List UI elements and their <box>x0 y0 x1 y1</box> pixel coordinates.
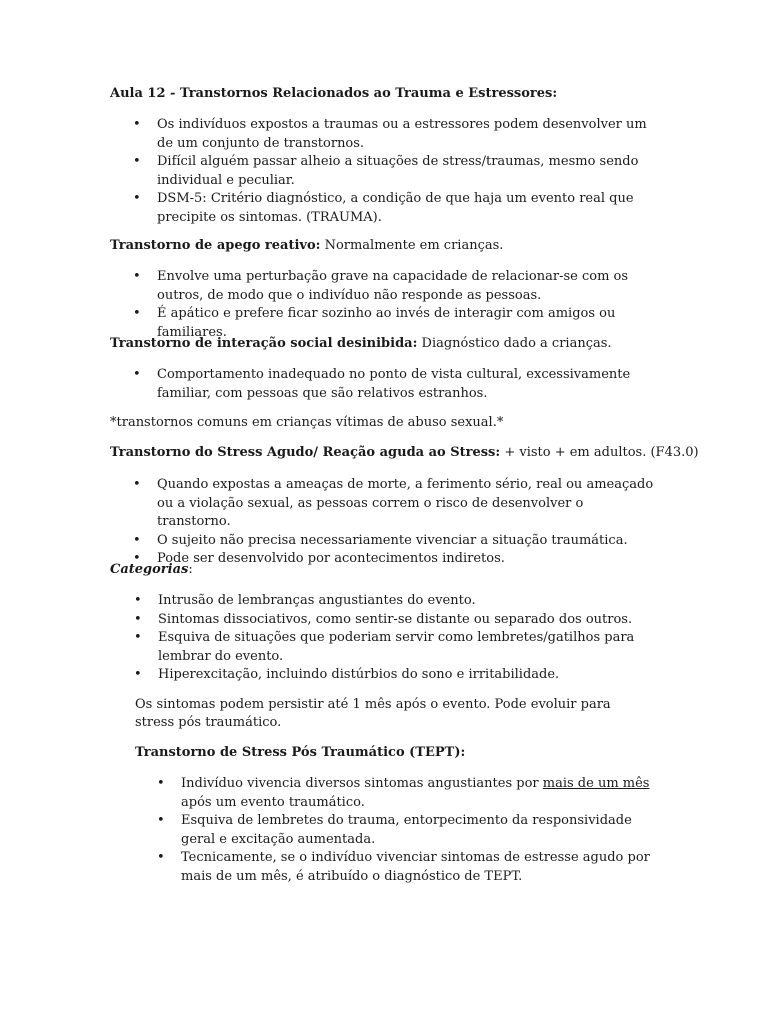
bullet-icon: • <box>133 117 141 132</box>
note-text: *transtornos comuns em crianças vítimas de abuso sexual.* <box>110 415 504 430</box>
list-item: • Intrusão de lembranças angustiantes do evento. <box>158 592 652 611</box>
list-item: • Os indivíduos expostos a traumas ou a estressores podem desenvolver um de um conjunto de transtornos. <box>133 117 647 151</box>
list-item: • Pode ser desenvolvido por acontecimentos indiretos. <box>157 550 657 569</box>
list-item: • Difícil alguém passar alheio a situações de stress/traumas, mesmo sendo individual e peculiar. <box>133 154 639 188</box>
bullet-icon: • <box>133 269 141 284</box>
bullet-icon: • <box>157 850 165 865</box>
categorias-list <box>134 592 652 685</box>
list-item: • O sujeito não precisa necessariamente vivenciar a situação traumática. <box>157 532 657 551</box>
bullet-icon: • <box>133 551 141 566</box>
bullet-icon: • <box>157 776 165 791</box>
bullet-icon: • <box>133 367 141 382</box>
list-item: • Comportamento inadequado no ponto de vista cultural, excessivamente familiar, com pessoas que são relativos estranhos. <box>133 367 631 401</box>
list-item: • Quando expostas a ameaças de morte, a ferimento sério, real ou ameaçado ou a violação sexual, as pessoas correm o risco de desenvolver o transtorno. <box>133 477 654 529</box>
tept-list <box>157 775 651 886</box>
section-heading-categorias: Categorias: <box>110 562 193 577</box>
bullet-icon: • <box>134 630 142 645</box>
list-item: • Esquiva de lembretes do trauma, entorpecimento da responsividade geral e excitação aumentada. <box>157 813 632 847</box>
list-item: • Hiperexcitação, incluindo distúrbios do sono e irritabilidade. <box>158 666 652 685</box>
section-heading-tept: Transtorno de Stress Pós Traumático (TEPT): <box>135 745 466 760</box>
intro-list <box>133 116 657 227</box>
list-item: • Tecnicamente, se o indivíduo vivenciar sintomas de estresse agudo por mais de um mês, é atribuído o diagnóstico de TEPT. <box>157 850 650 884</box>
apego-list <box>133 268 657 342</box>
bullet-icon: • <box>133 154 141 169</box>
bullet-icon: • <box>133 532 141 548</box>
bullet-icon: • <box>133 191 141 206</box>
bullet-icon: • <box>134 611 142 627</box>
underlined-text: mais de um mês <box>542 776 650 791</box>
section-heading-agudo: Transtorno do Stress Agudo/ Reação aguda ao Stress: + visto + em adultos. (F43.0) <box>110 445 699 460</box>
section-heading-interacao: Transtorno de interação social desinibida: Diagnóstico dado a crianças. <box>110 336 612 351</box>
section-heading-apego: Transtorno de apego reativo: Normalmente em crianças. <box>110 238 504 253</box>
categorias-paragraph: Os sintomas podem persistir até 1 mês após o evento. Pode evoluir para stress pós traumático. <box>135 697 611 730</box>
bullet-icon: • <box>133 306 141 321</box>
agudo-list <box>133 476 657 569</box>
list-item: • Indivíduo vivencia diversos sintomas angustiantes por mais de um mês após um evento traumático. <box>157 776 650 810</box>
bullet-icon: • <box>134 667 142 682</box>
list-item: • DSM-5: Critério diagnóstico, a condição de que haja um evento real que precipite os sintomas. (TRAUMA). <box>133 191 634 225</box>
bullet-icon: • <box>157 813 165 828</box>
interacao-list <box>133 366 657 403</box>
bullet-icon: • <box>134 593 142 608</box>
bullet-icon: • <box>133 477 141 492</box>
list-item: • É apático e prefere ficar sozinho ao invés de interagir com amigos ou familiares. <box>133 306 616 340</box>
list-item: • Envolve uma perturbação grave na capacidade de relacionar-se com os outros, de modo que o indivíduo não responde as pessoas. <box>133 269 629 303</box>
list-item: • Sintomas dissociativos, como sentir-se distante ou separado dos outros. <box>158 611 652 630</box>
list-item: • Esquiva de situações que poderiam servir como lembretes/gatilhos para lembrar do evento. <box>134 630 635 664</box>
page-title: Aula 12 - Transtornos Relacionados ao Trauma e Estressores: <box>110 86 558 101</box>
